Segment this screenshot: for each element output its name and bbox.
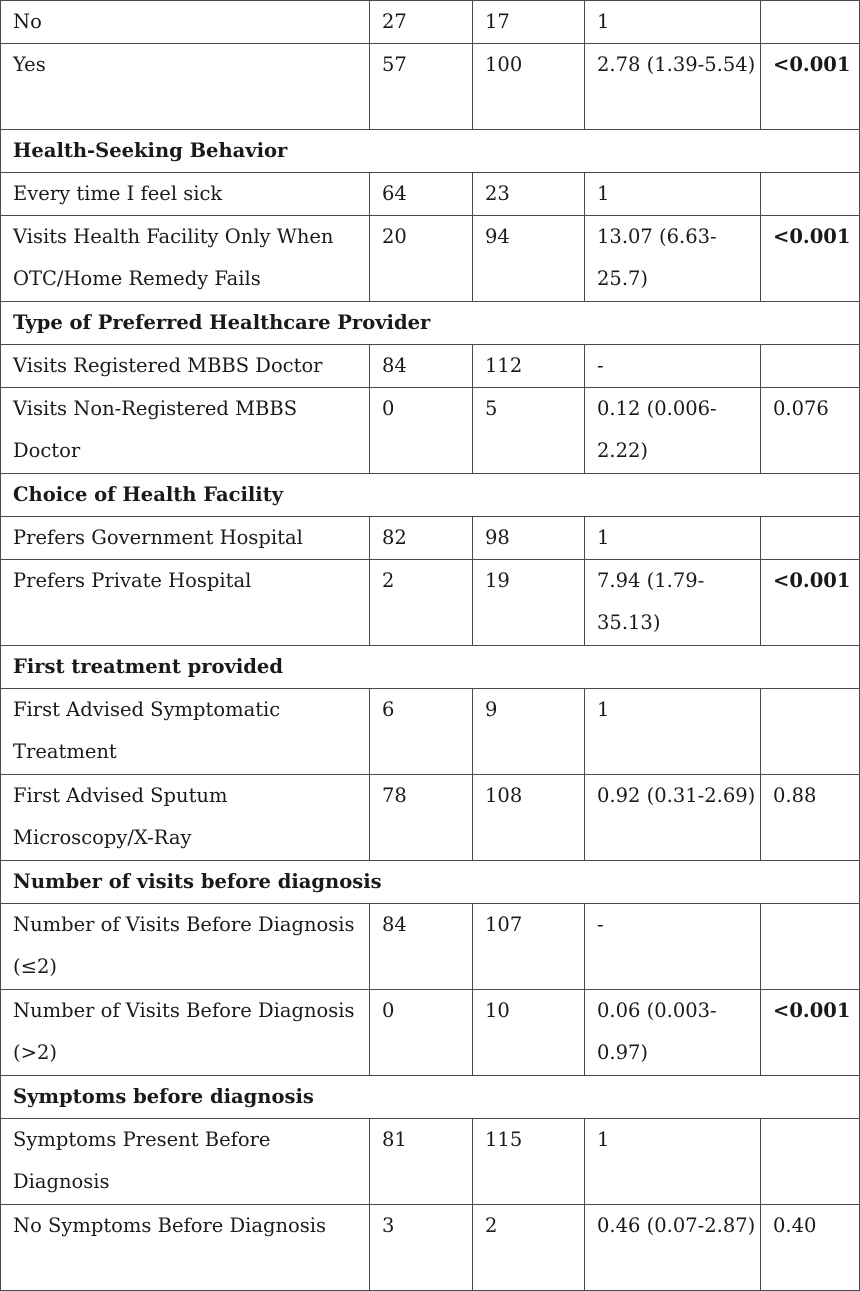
- count-cell-1: 84: [370, 345, 473, 388]
- results-table-body: [1, 1, 860, 1291]
- table-row: [1, 173, 860, 216]
- section-header: Choice of Health Facility: [1, 474, 860, 517]
- count-cell-2: 19: [473, 560, 585, 646]
- count-cell-2: 108: [473, 775, 585, 861]
- row-label-cell: No Symptoms Before Diagnosis: [1, 1205, 370, 1291]
- table-row: [1, 345, 860, 388]
- p-value-cell: <0.001: [761, 560, 860, 646]
- section-header-row: [1, 474, 860, 517]
- row-label-cell: Prefers Private Hospital: [1, 560, 370, 646]
- row-label-cell: First Advised Symptomatic Treatment: [1, 689, 370, 775]
- count-cell-1: 0: [370, 388, 473, 474]
- odds-ratio-cell: -: [585, 904, 761, 990]
- table-row: [1, 775, 860, 861]
- section-header: Symptoms before diagnosis: [1, 1076, 860, 1119]
- table-row: [1, 560, 860, 646]
- count-cell-1: 81: [370, 1119, 473, 1205]
- section-header-row: [1, 861, 860, 904]
- table-row: [1, 517, 860, 560]
- row-label-cell: Symptoms Present Before Diagnosis: [1, 1119, 370, 1205]
- p-value-cell: 0.40: [761, 1205, 860, 1291]
- row-label-cell: Prefers Government Hospital: [1, 517, 370, 560]
- table-row: [1, 388, 860, 474]
- row-label-cell: Visits Health Facility Only When OTC/Home Remedy Fails: [1, 216, 370, 302]
- count-cell-2: 112: [473, 345, 585, 388]
- table-row: [1, 216, 860, 302]
- odds-ratio-cell: 0.46 (0.07-2.87): [585, 1205, 761, 1291]
- row-label-cell: Number of Visits Before Diagnosis (≤2): [1, 904, 370, 990]
- p-value-cell: [761, 173, 860, 216]
- count-cell-2: 10: [473, 990, 585, 1076]
- count-cell-1: 3: [370, 1205, 473, 1291]
- count-cell-1: 57: [370, 44, 473, 130]
- odds-ratio-cell: 1: [585, 1119, 761, 1205]
- count-cell-1: 2: [370, 560, 473, 646]
- table-row: [1, 44, 860, 130]
- odds-ratio-cell: 1: [585, 1, 761, 44]
- row-label-cell: No: [1, 1, 370, 44]
- row-label-cell: Visits Non-Registered MBBS Doctor: [1, 388, 370, 474]
- count-cell-2: 94: [473, 216, 585, 302]
- section-header: Number of visits before diagnosis: [1, 861, 860, 904]
- odds-ratio-cell: 0.12 (0.006-2.22): [585, 388, 761, 474]
- count-cell-2: 107: [473, 904, 585, 990]
- table-row: [1, 689, 860, 775]
- count-cell-1: 84: [370, 904, 473, 990]
- p-value-cell: 0.88: [761, 775, 860, 861]
- section-header-row: [1, 646, 860, 689]
- count-cell-1: 78: [370, 775, 473, 861]
- section-header: Health-Seeking Behavior: [1, 130, 860, 173]
- p-value-cell: <0.001: [761, 44, 860, 130]
- p-value-cell: [761, 904, 860, 990]
- p-value-cell: <0.001: [761, 990, 860, 1076]
- p-value-cell: 0.076: [761, 388, 860, 474]
- odds-ratio-cell: 0.92 (0.31-2.69): [585, 775, 761, 861]
- odds-ratio-cell: 1: [585, 173, 761, 216]
- section-header: Type of Preferred Healthcare Provider: [1, 302, 860, 345]
- count-cell-2: 9: [473, 689, 585, 775]
- section-header-row: [1, 1076, 860, 1119]
- table-row: [1, 1119, 860, 1205]
- section-header: First treatment provided: [1, 646, 860, 689]
- p-value-cell: [761, 1, 860, 44]
- count-cell-1: 0: [370, 990, 473, 1076]
- odds-ratio-cell: -: [585, 345, 761, 388]
- count-cell-1: 20: [370, 216, 473, 302]
- table-row: [1, 1205, 860, 1291]
- odds-ratio-cell: 2.78 (1.39-5.54): [585, 44, 761, 130]
- count-cell-1: 82: [370, 517, 473, 560]
- table-row: [1, 904, 860, 990]
- odds-ratio-cell: 7.94 (1.79-35.13): [585, 560, 761, 646]
- p-value-cell: [761, 1119, 860, 1205]
- count-cell-2: 100: [473, 44, 585, 130]
- count-cell-2: 23: [473, 173, 585, 216]
- count-cell-1: 64: [370, 173, 473, 216]
- count-cell-2: 115: [473, 1119, 585, 1205]
- section-header-row: [1, 130, 860, 173]
- p-value-cell: [761, 517, 860, 560]
- count-cell-2: 98: [473, 517, 585, 560]
- odds-ratio-cell: 1: [585, 517, 761, 560]
- odds-ratio-cell: 0.06 (0.003-0.97): [585, 990, 761, 1076]
- odds-ratio-cell: 1: [585, 689, 761, 775]
- p-value-cell: <0.001: [761, 216, 860, 302]
- count-cell-2: 17: [473, 1, 585, 44]
- odds-ratio-cell: 13.07 (6.63-25.7): [585, 216, 761, 302]
- row-label-cell: Visits Registered MBBS Doctor: [1, 345, 370, 388]
- count-cell-1: 6: [370, 689, 473, 775]
- table-row: [1, 990, 860, 1076]
- row-label-cell: First Advised Sputum Microscopy/X-Ray: [1, 775, 370, 861]
- count-cell-2: 5: [473, 388, 585, 474]
- row-label-cell: Every time I feel sick: [1, 173, 370, 216]
- p-value-cell: [761, 689, 860, 775]
- count-cell-1: 27: [370, 1, 473, 44]
- p-value-cell: [761, 345, 860, 388]
- table-row: [1, 1, 860, 44]
- section-header-row: [1, 302, 860, 345]
- row-label-cell: Yes: [1, 44, 370, 130]
- row-label-cell: Number of Visits Before Diagnosis (>2): [1, 990, 370, 1076]
- count-cell-2: 2: [473, 1205, 585, 1291]
